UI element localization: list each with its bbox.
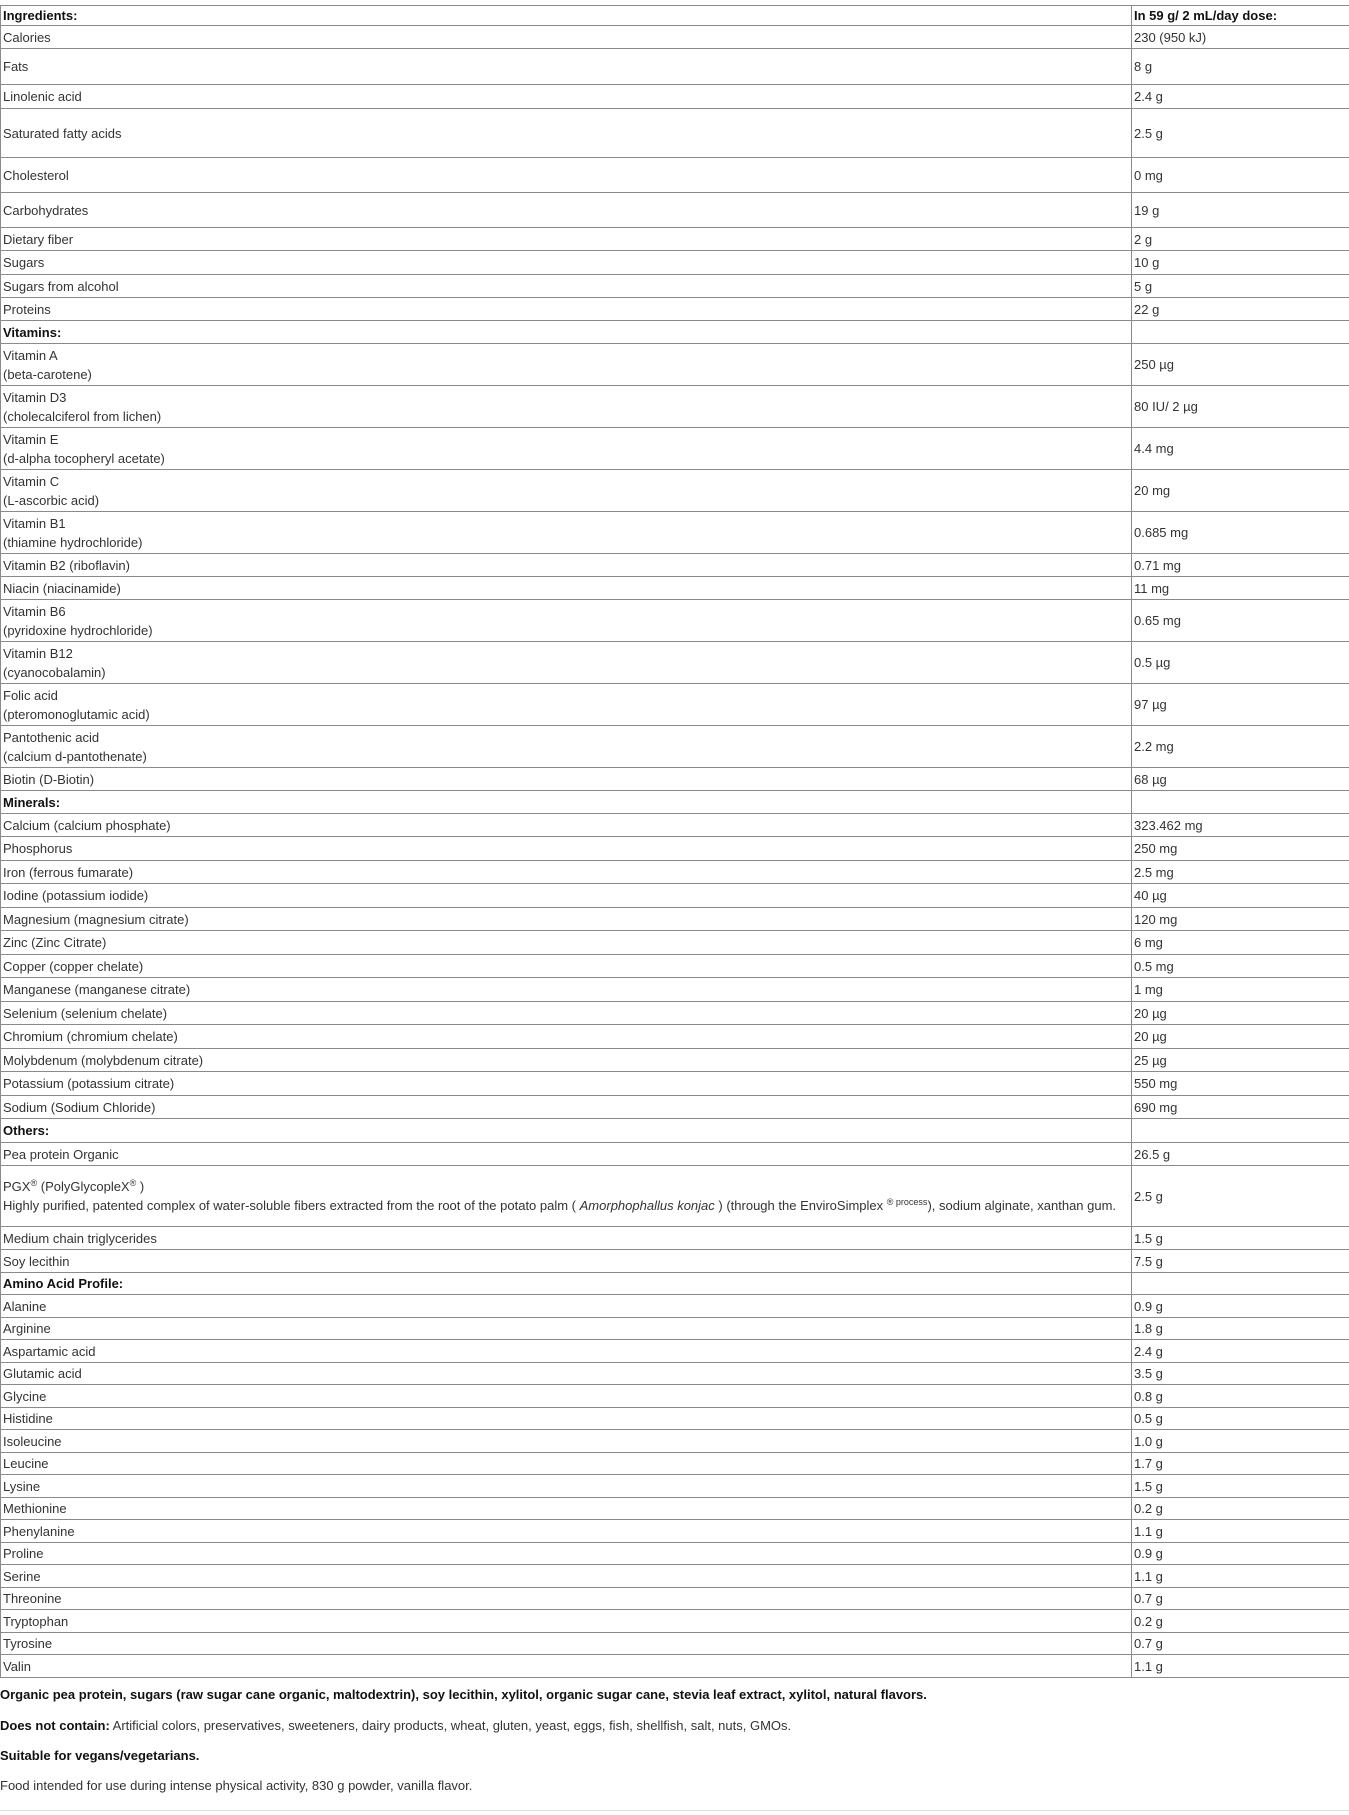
ingredient-name: Vitamin B1: [3, 515, 66, 531]
ingredient-cell: [1, 344, 1132, 386]
table-row: [1, 512, 1349, 554]
ingredient-name: Copper (copper chelate): [1, 955, 1132, 978]
amount-cell: 550 mg: [1132, 1072, 1349, 1096]
section-label: Others:: [1, 1119, 1132, 1143]
table-row: [1, 768, 1349, 791]
table-row: [1, 955, 1349, 978]
amount-cell: [1132, 321, 1349, 344]
dose-header: In 59 g/ 2 mL/day dose:: [1132, 6, 1349, 26]
table-row: [1, 1565, 1349, 1588]
pgx-desc-part: Highly purified, patented complex of water-soluble fibers extracted from the root of the potato palm (: [3, 1198, 577, 1213]
table-row: [1, 642, 1349, 684]
ingredient-name: Iron (ferrous fumarate): [1, 861, 1132, 884]
amount-cell: 0.65 mg: [1132, 600, 1349, 642]
ingredient-name: Vitamin B6: [3, 603, 66, 619]
ingredient-name: Threonine: [1, 1588, 1132, 1610]
does-not-contain-label: Does not contain:: [0, 1718, 110, 1733]
section-row: [1, 321, 1349, 344]
ingredient-source: (beta-carotene): [3, 366, 92, 382]
table-row: [1, 1610, 1349, 1633]
ingredient-name: Niacin (niacinamide): [1, 577, 1132, 600]
ingredient-name: Histidine: [1, 1408, 1132, 1430]
ingredient-name: Linolenic acid: [1, 85, 1132, 109]
table-row: [1, 158, 1349, 193]
section-label: Minerals:: [1, 791, 1132, 814]
amount-cell: 323.462 mg: [1132, 814, 1349, 837]
bottom-divider: [0, 1810, 1349, 1811]
ingredient-name: Carbohydrates: [1, 193, 1132, 228]
table-row: [1, 428, 1349, 470]
ingredient-name: Vitamin C: [3, 473, 60, 489]
table-row: [1, 554, 1349, 577]
ingredient-cell: [1, 428, 1132, 470]
amount-cell: 19 g: [1132, 193, 1349, 228]
ingredient-cell: [1, 684, 1132, 726]
ingredient-name: Sugars: [1, 251, 1132, 275]
registered-mark: ®: [129, 1178, 137, 1188]
amount-cell: 8 g: [1132, 49, 1349, 85]
table-row: [1, 684, 1349, 726]
ingredient-name: Sodium (Sodium Chloride): [1, 1096, 1132, 1119]
amount-cell: 690 mg: [1132, 1096, 1349, 1119]
amount-cell: 0.5 g: [1132, 1408, 1349, 1430]
ingredient-name: Folic acid: [3, 687, 58, 703]
table-row: [1, 837, 1349, 861]
table-row: [1, 1408, 1349, 1430]
table-row: [1, 1655, 1349, 1678]
table-row: [1, 49, 1349, 85]
ingredient-name: Vitamin D3: [3, 389, 67, 405]
amount-cell: 40 µg: [1132, 884, 1349, 908]
registered-mark: ®: [30, 1178, 38, 1188]
ingredient-name: Iodine (potassium iodide): [1, 884, 1132, 908]
amount-cell: 120 mg: [1132, 908, 1349, 931]
ingredient-source: (pyridoxine hydrochloride): [3, 622, 153, 638]
ingredient-name: Aspartamic acid: [1, 1340, 1132, 1363]
table-row: [1, 861, 1349, 884]
ingredient-source: (cholecalciferol from lichen): [3, 408, 162, 424]
ingredient-source: (calcium d-pantothenate): [3, 748, 147, 764]
table-header-row: [1, 6, 1349, 26]
table-row: [1, 884, 1349, 908]
ingredient-name: Lysine: [1, 1475, 1132, 1498]
ingredient-name: Valin: [1, 1655, 1132, 1678]
ingredient-name: Sugars from alcohol: [1, 275, 1132, 298]
amount-cell: 20 µg: [1132, 1025, 1349, 1049]
ingredient-name: Glycine: [1, 1385, 1132, 1408]
ingredient-name: Manganese (manganese citrate): [1, 978, 1132, 1002]
ingredient-name: Vitamin A: [3, 347, 58, 363]
table-row: [1, 344, 1349, 386]
amount-cell: 11 mg: [1132, 577, 1349, 600]
amount-cell: 97 µg: [1132, 684, 1349, 726]
table-row: [1, 1340, 1349, 1363]
amount-cell: 0.2 g: [1132, 1498, 1349, 1520]
ingredient-name: Phenylanine: [1, 1520, 1132, 1543]
ingredient-source: (L-ascorbic acid): [3, 492, 100, 508]
table-row: [1, 1430, 1349, 1453]
table-row: [1, 1498, 1349, 1520]
amount-cell: [1132, 1119, 1349, 1143]
amount-cell: 1.1 g: [1132, 1655, 1349, 1678]
does-not-contain-note: [0, 1718, 1349, 1748]
ingredient-name: Vitamin E: [3, 431, 59, 447]
table-row: [1, 814, 1349, 837]
amount-cell: 22 g: [1132, 298, 1349, 321]
ingredient-name: Saturated fatty acids: [1, 109, 1132, 158]
amount-cell: 2 g: [1132, 228, 1349, 251]
ingredient-name: Fats: [1, 49, 1132, 85]
amount-cell: 68 µg: [1132, 768, 1349, 791]
ingredient-name: Soy lecithin: [1, 1250, 1132, 1273]
amount-cell: 1.5 g: [1132, 1475, 1349, 1498]
pgx-description: [3, 1196, 1131, 1215]
ingredient-name: Alanine: [1, 1295, 1132, 1318]
product-description: Food intended for use during intense physical activity, 830 g powder, vanilla flavor.: [0, 1778, 473, 1793]
amount-cell: 2.5 g: [1132, 109, 1349, 158]
pgx-title-line: [3, 1177, 1131, 1196]
table-row: [1, 1025, 1349, 1049]
ingredient-source: (pteromonoglutamic acid): [3, 706, 150, 722]
pgx-desc-part: ) (through the EnviroSimplex: [718, 1198, 884, 1213]
pgx-desc-part: ), sodium alginate, xanthan gum.: [927, 1198, 1117, 1213]
pgx-brand-close: ): [139, 1179, 145, 1194]
amount-cell: 4.4 mg: [1132, 428, 1349, 470]
amount-cell: 0.685 mg: [1132, 512, 1349, 554]
section-row: [1, 1273, 1349, 1295]
ingredient-cell: [1, 470, 1132, 512]
ingredient-name: Pea protein Organic: [1, 1143, 1132, 1166]
table-row: [1, 1318, 1349, 1340]
product-notes: [0, 1687, 1349, 1794]
amount-cell: 0.5 µg: [1132, 642, 1349, 684]
table-row: [1, 470, 1349, 512]
amount-cell: 3.5 g: [1132, 1363, 1349, 1385]
amount-cell: 2.2 mg: [1132, 726, 1349, 768]
amount-cell: 0.7 g: [1132, 1588, 1349, 1610]
section-row: [1, 791, 1349, 814]
ingredient-name: Calcium (calcium phosphate): [1, 814, 1132, 837]
table-row: [1, 1072, 1349, 1096]
table-row: [1, 1166, 1349, 1227]
table-row: [1, 978, 1349, 1002]
ingredient-name: Potassium (potassium citrate): [1, 1072, 1132, 1096]
ingredient-name: Magnesium (magnesium citrate): [1, 908, 1132, 931]
ingredient-cell: [1, 726, 1132, 768]
ingredient-cell: [1, 512, 1132, 554]
amount-cell: 80 IU/ 2 µg: [1132, 386, 1349, 428]
nutrition-table-body: [1, 6, 1349, 1678]
ingredient-name: Serine: [1, 1565, 1132, 1588]
table-row: [1, 1096, 1349, 1119]
ingredient-name: Arginine: [1, 1318, 1132, 1340]
amount-cell: 2.4 g: [1132, 85, 1349, 109]
ingredient-name: Tryptophan: [1, 1610, 1132, 1633]
amount-cell: 0.7 g: [1132, 1633, 1349, 1655]
amount-cell: 0.5 mg: [1132, 955, 1349, 978]
amount-cell: 0.9 g: [1132, 1295, 1349, 1318]
table-row: [1, 1385, 1349, 1408]
pgx-name: PGX: [3, 1179, 31, 1194]
ingredient-cell: [1, 642, 1132, 684]
amount-cell: 1.1 g: [1132, 1565, 1349, 1588]
amount-cell: 25 µg: [1132, 1049, 1349, 1072]
pgx-species: Amorphophallus konjac: [579, 1198, 715, 1213]
section-label: Vitamins:: [1, 321, 1132, 344]
table-row: [1, 577, 1349, 600]
amount-cell: [1132, 791, 1349, 814]
table-row: [1, 85, 1349, 109]
amount-cell: 20 µg: [1132, 1002, 1349, 1025]
amount-cell: [1132, 1273, 1349, 1295]
ingredient-name: Dietary fiber: [1, 228, 1132, 251]
amount-cell: 0.71 mg: [1132, 554, 1349, 577]
table-row: [1, 1227, 1349, 1250]
table-row: [1, 1475, 1349, 1498]
ingredient-name: Chromium (chromium chelate): [1, 1025, 1132, 1049]
amount-cell: 1.0 g: [1132, 1430, 1349, 1453]
table-row: [1, 1363, 1349, 1385]
ingredient-cell: [1, 386, 1132, 428]
table-row: [1, 275, 1349, 298]
ingredient-cell: [1, 600, 1132, 642]
ingredient-name: Glutamic acid: [1, 1363, 1132, 1385]
table-row: [1, 1250, 1349, 1273]
ingredient-name: Proteins: [1, 298, 1132, 321]
ingredient-name: Proline: [1, 1543, 1132, 1565]
amount-cell: 6 mg: [1132, 931, 1349, 955]
table-row: [1, 228, 1349, 251]
amount-cell: 1.8 g: [1132, 1318, 1349, 1340]
ingredient-name: Vitamin B12: [3, 645, 73, 661]
ingredient-source: (cyanocobalamin): [3, 664, 106, 680]
ingredient-source: (thiamine hydrochloride): [3, 534, 143, 550]
ingredients-list: Organic pea protein, sugars (raw sugar cane organic, maltodextrin), soy lecithin, xylitol, organic sugar cane, stevia leaf extract, xylitol, natural flavors.: [0, 1687, 927, 1702]
ingredient-name: Phosphorus: [1, 837, 1132, 861]
table-row: [1, 1453, 1349, 1475]
table-row: [1, 1633, 1349, 1655]
table-row: [1, 931, 1349, 955]
amount-cell: 250 mg: [1132, 837, 1349, 861]
amount-cell: 0.2 g: [1132, 1610, 1349, 1633]
amount-cell: 1.1 g: [1132, 1520, 1349, 1543]
amount-cell: 1.7 g: [1132, 1453, 1349, 1475]
table-row: [1, 726, 1349, 768]
table-row: [1, 908, 1349, 931]
amount-cell: 26.5 g: [1132, 1143, 1349, 1166]
table-row: [1, 1588, 1349, 1610]
amount-cell: 250 µg: [1132, 344, 1349, 386]
ingredient-source: (d-alpha tocopheryl acetate): [3, 450, 165, 466]
amount-cell: 7.5 g: [1132, 1250, 1349, 1273]
amount-cell: 2.5 mg: [1132, 861, 1349, 884]
section-label: Amino Acid Profile:: [1, 1273, 1132, 1295]
pgx-brand: (PolyGlycopleX: [40, 1179, 130, 1194]
ingredient-name: Tyrosine: [1, 1633, 1132, 1655]
amount-cell: 0 mg: [1132, 158, 1349, 193]
table-row: [1, 251, 1349, 275]
table-row: [1, 193, 1349, 228]
table-row: [1, 298, 1349, 321]
table-row: [1, 1520, 1349, 1543]
table-row: [1, 386, 1349, 428]
amount-cell: 2.5 g: [1132, 1166, 1349, 1227]
amount-cell: 2.4 g: [1132, 1340, 1349, 1363]
amount-cell: 0.8 g: [1132, 1385, 1349, 1408]
table-row: [1, 1295, 1349, 1318]
pgx-cell: [1, 1166, 1132, 1227]
table-row: [1, 1002, 1349, 1025]
amount-cell: 0.9 g: [1132, 1543, 1349, 1565]
does-not-contain-text: Artificial colors, preservatives, sweeteners, dairy products, wheat, gluten, yeast, eggs, fish, shellfish, salt, nuts, GMOs.: [109, 1718, 792, 1733]
suitable-for-note: Suitable for vegans/vegetarians.: [0, 1748, 200, 1763]
process-mark: ® process: [886, 1197, 928, 1207]
amount-cell: 1.5 g: [1132, 1227, 1349, 1250]
table-row: [1, 1049, 1349, 1072]
amount-cell: 10 g: [1132, 251, 1349, 275]
nutrition-table: [0, 5, 1349, 1678]
amount-cell: 20 mg: [1132, 470, 1349, 512]
amount-cell: 5 g: [1132, 275, 1349, 298]
ingredient-name: Calories: [1, 26, 1132, 49]
ingredient-name: Leucine: [1, 1453, 1132, 1475]
ingredient-name: Biotin (D-Biotin): [1, 768, 1132, 791]
section-row: [1, 1119, 1349, 1143]
ingredient-name: Zinc (Zinc Citrate): [1, 931, 1132, 955]
table-row: [1, 600, 1349, 642]
ingredient-name: Pantothenic acid: [3, 729, 100, 745]
ingredient-name: Selenium (selenium chelate): [1, 1002, 1132, 1025]
ingredient-name: Isoleucine: [1, 1430, 1132, 1453]
table-row: [1, 1543, 1349, 1565]
ingredient-name: Medium chain triglycerides: [1, 1227, 1132, 1250]
ingredient-name: Cholesterol: [1, 158, 1132, 193]
ingredient-name: Molybdenum (molybdenum citrate): [1, 1049, 1132, 1072]
table-row: [1, 1143, 1349, 1166]
ingredient-name: Vitamin B2 (riboflavin): [1, 554, 1132, 577]
table-row: [1, 26, 1349, 49]
ingredient-name: Methionine: [1, 1498, 1132, 1520]
amount-cell: 1 mg: [1132, 978, 1349, 1002]
ingredients-header: Ingredients:: [1, 6, 1132, 26]
table-row: [1, 109, 1349, 158]
amount-cell: 230 (950 kJ): [1132, 26, 1349, 49]
